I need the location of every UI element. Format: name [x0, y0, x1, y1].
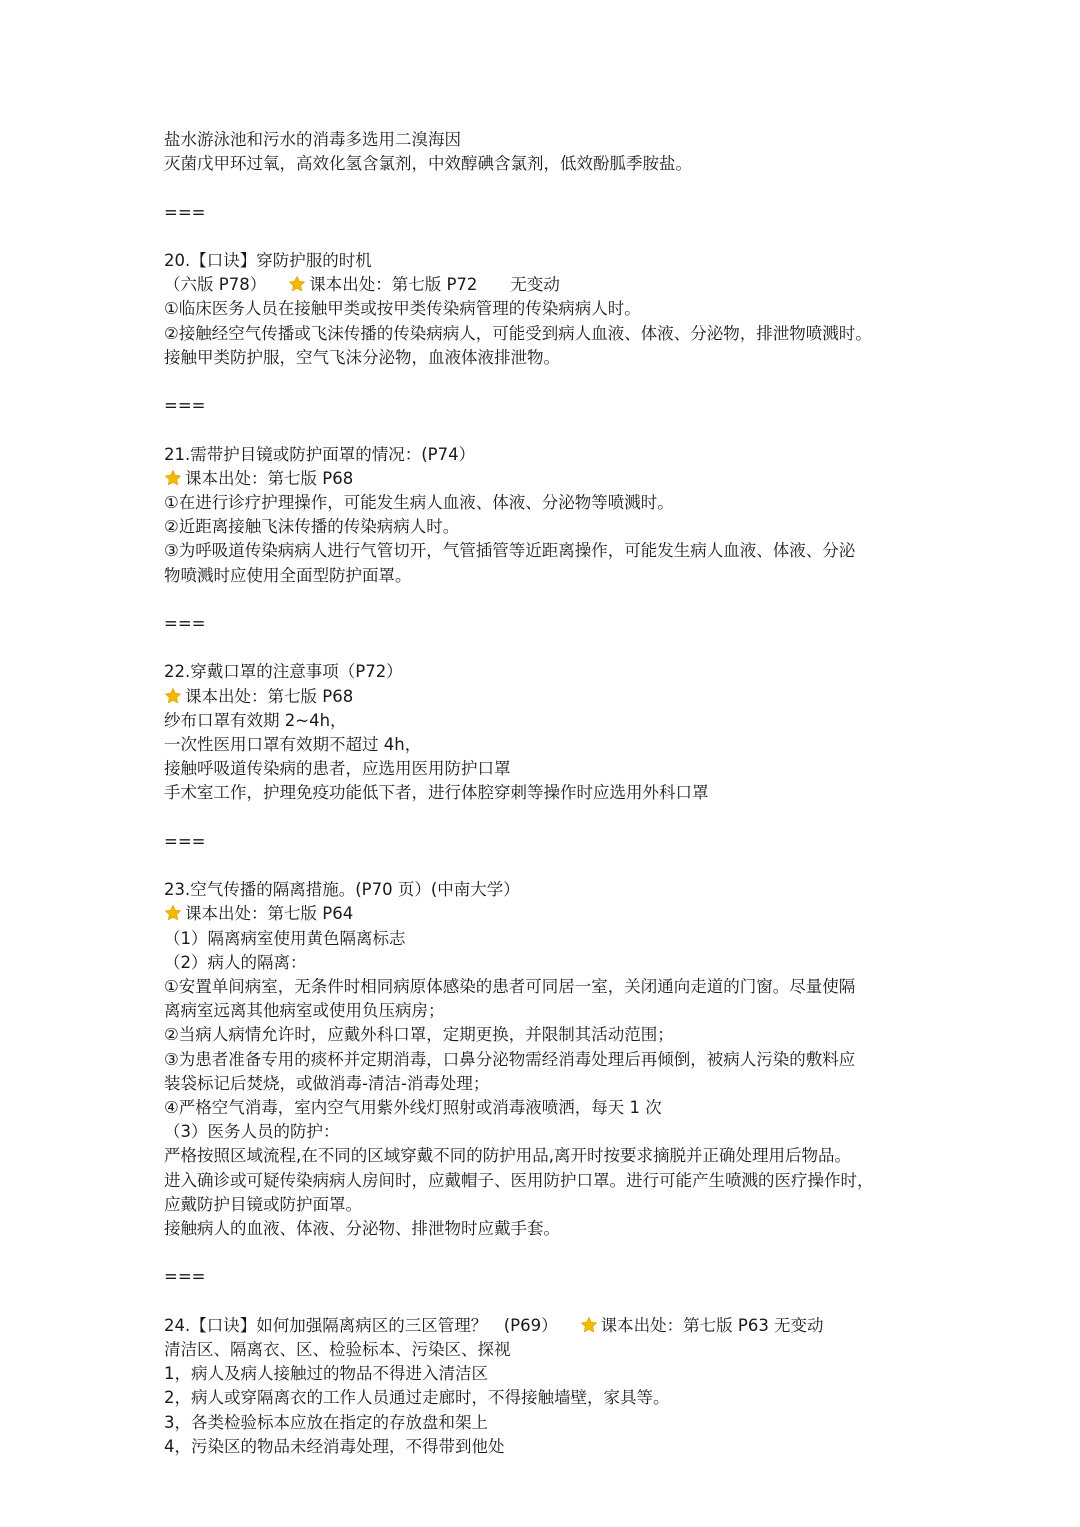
content-block: [164, 1265, 934, 1289]
text-line: [164, 999, 934, 1023]
line-text: ===: [164, 613, 206, 633]
section-separator: [164, 394, 934, 418]
section-separator: [164, 1265, 934, 1289]
star-icon: [288, 275, 306, 293]
text-line: [164, 660, 934, 684]
text-line: [164, 927, 934, 951]
text-line: [164, 685, 934, 709]
text-line: [164, 1386, 934, 1410]
line-text: ③为患者准备专用的痰杯并定期消毒，口鼻分泌物需经消毒处理后再倾倒，被病人污染的敷料应: [164, 1049, 856, 1069]
block-gap: [164, 636, 934, 660]
line-text: 接触病人的血液、体液、分泌物、排泄物时应戴手套。: [164, 1219, 560, 1239]
line-text: 课本出处：第七版 P68: [185, 686, 354, 706]
text-line: [164, 346, 934, 370]
line-text: 21.需带护目镜或防护面罩的情况：(P74）: [164, 444, 476, 464]
text-line: [164, 467, 934, 491]
block-gap: [164, 854, 934, 878]
line-text: 2，病人或穿隔离衣的工作人员通过走廊时，不得接触墙壁，家具等。: [164, 1388, 670, 1408]
line-text: 1，病人及病人接触过的物品不得进入清洁区: [164, 1364, 488, 1384]
text-line: [164, 1096, 934, 1120]
line-text: 22.穿戴口罩的注意事项（P72）: [164, 662, 403, 682]
text-line: [164, 491, 934, 515]
star-icon: [164, 904, 182, 922]
line-text: ①安置单间病室，无条件时相同病原体感染的患者可同居一室，关闭通向走道的门窗。尽量使隔: [164, 976, 856, 996]
text-line: [164, 564, 934, 588]
content-block: [164, 128, 934, 176]
content-block: [164, 201, 934, 225]
text-line: [164, 1048, 934, 1072]
block-gap: [164, 1241, 934, 1265]
line-text: 物喷溅时应使用全面型防护面罩。: [164, 565, 412, 585]
line-text: 课本出处：第七版 P68: [185, 468, 354, 488]
line-text: ===: [164, 831, 206, 851]
text-line: [164, 1338, 934, 1362]
text-line: [164, 709, 934, 733]
section-separator: [164, 830, 934, 854]
line-text: 课本出处：第七版 P64: [185, 904, 354, 924]
line-text: 课本出处：第七版 P72 无变动: [309, 275, 560, 295]
line-text: ②接触经空气传播或飞沫传播的传染病病人，可能受到病人血液、体液、分泌物，排泄物喷溅时。: [164, 323, 872, 343]
text-line: [164, 249, 934, 273]
text-line: [164, 878, 934, 902]
line-text: 清洁区、隔离衣、区、检验标本、污染区、探视: [164, 1340, 511, 1359]
content-block: [164, 830, 934, 854]
text-line: [164, 128, 934, 152]
text-line: [164, 781, 934, 805]
text-line: [164, 1120, 934, 1144]
text-line: [164, 443, 934, 467]
text-line: [164, 1193, 934, 1217]
line-text: 一次性医用口罩有效期不超过 4h，: [164, 734, 422, 754]
text-line: [164, 297, 934, 321]
block-gap: [164, 1290, 934, 1314]
line-text: ===: [164, 202, 206, 222]
line-text: ①临床医务人员在接触甲类或按甲类传染病管理的传染病病人时。: [164, 299, 641, 319]
content-block: [164, 394, 934, 418]
block-gap: [164, 806, 934, 830]
line-text: （2）病人的隔离：: [164, 952, 307, 972]
text-line: [164, 1435, 934, 1459]
text-line: [164, 515, 934, 539]
line-text: ①在进行诊疗护理操作，可能发生病人血液、体液、分泌物等喷溅时。: [164, 492, 674, 512]
text-line: [164, 1411, 934, 1435]
text-line: [164, 273, 934, 297]
line-text: （1）隔离病室使用黄色隔离标志: [164, 928, 406, 948]
text-line: [164, 757, 934, 781]
line-text: 3，各类检验标本应放在指定的存放盘和架上: [164, 1412, 488, 1432]
line-text: 严格按照区域流程,在不同的区域穿戴不同的防护用品,离开时按要求摘脱并正确处理用后物品。: [164, 1146, 851, 1166]
text-line: [164, 902, 934, 926]
line-text: 23.空气传播的隔离措施。(P70 页）(中南大学）: [164, 880, 520, 900]
star-icon: [164, 687, 182, 705]
line-text: 24.【口诀】如何加强隔离病区的三区管理？ (P69）: [164, 1315, 558, 1335]
content-block: [164, 249, 934, 370]
content-block: [164, 443, 934, 588]
line-text: 灭菌戊甲环过氧，高效化氢含氯剂，中效醇碘含氯剂，低效酚胍季胺盐。: [164, 154, 692, 174]
content-block: [164, 612, 934, 636]
text-line: [164, 152, 934, 176]
line-text: 接触呼吸道传染病的患者，应选用医用防护口罩: [164, 759, 511, 779]
line-text: 手术室工作，护理免疫功能低下者，进行体腔穿刺等操作时应选用外科口罩: [164, 783, 709, 803]
content-block: [164, 1314, 934, 1459]
line-text: ===: [164, 396, 206, 416]
star-icon: [580, 1316, 598, 1334]
star-icon: [164, 469, 182, 487]
text-line: [164, 322, 934, 346]
line-text: （六版 P78）: [164, 275, 267, 295]
text-line: [164, 1023, 934, 1047]
line-text: ②近距离接触飞沫传播的传染病病人时。: [164, 517, 460, 537]
text-line: [164, 733, 934, 757]
line-text: 进入确诊或可疑传染病病人房间时，应戴帽子、医用防护口罩。进行可能产生喷溅的医疗操作时，: [164, 1170, 874, 1190]
document-body: [164, 128, 934, 1459]
text-line: [164, 951, 934, 975]
block-gap: [164, 588, 934, 612]
content-block: [164, 660, 934, 805]
block-gap: [164, 176, 934, 200]
section-separator: [164, 201, 934, 225]
text-line: [164, 1169, 934, 1193]
line-text: 纱布口罩有效期 2~4h，: [164, 710, 347, 730]
line-text: 离病室远离其他病室或使用负压病房；: [164, 1001, 445, 1021]
line-text: ===: [164, 1267, 206, 1287]
line-text: 盐水游泳池和污水的消毒多选用二溴海因: [164, 130, 461, 149]
line-text: 应戴防护目镜或防护面罩。: [164, 1194, 362, 1214]
text-line: [164, 1314, 934, 1338]
line-text: 装袋标记后焚烧，或做消毒-清洁-消毒处理；: [164, 1073, 490, 1093]
text-line: [164, 539, 934, 563]
line-text: 20.【口诀】穿防护服的时机: [164, 250, 372, 270]
line-text: ②当病人病情允许时，应戴外科口罩，定期更换，并限制其活动范围；: [164, 1025, 674, 1045]
line-text: ④严格空气消毒，室内空气用紫外线灯照射或消毒液喷洒，每天 1 次: [164, 1098, 662, 1117]
text-line: [164, 975, 934, 999]
line-text: （3）医务人员的防护：: [164, 1122, 340, 1142]
text-line: [164, 1144, 934, 1168]
text-line: [164, 1217, 934, 1241]
content-block: [164, 878, 934, 1241]
text-line: [164, 1362, 934, 1386]
line-text: ③为呼吸道传染病病人进行气管切开，气管插管等近距离操作，可能发生病人血液、体液、分泌: [164, 541, 856, 561]
line-text: 课本出处：第七版 P63 无变动: [600, 1315, 824, 1335]
section-separator: [164, 612, 934, 636]
block-gap: [164, 370, 934, 394]
block-gap: [164, 418, 934, 442]
block-gap: [164, 225, 934, 249]
line-text: 4，污染区的物品未经消毒处理，不得带到他处: [164, 1436, 505, 1456]
text-line: [164, 1072, 934, 1096]
line-text: 接触甲类防护服，空气飞沫分泌物，血液体液排泄物。: [164, 347, 560, 367]
